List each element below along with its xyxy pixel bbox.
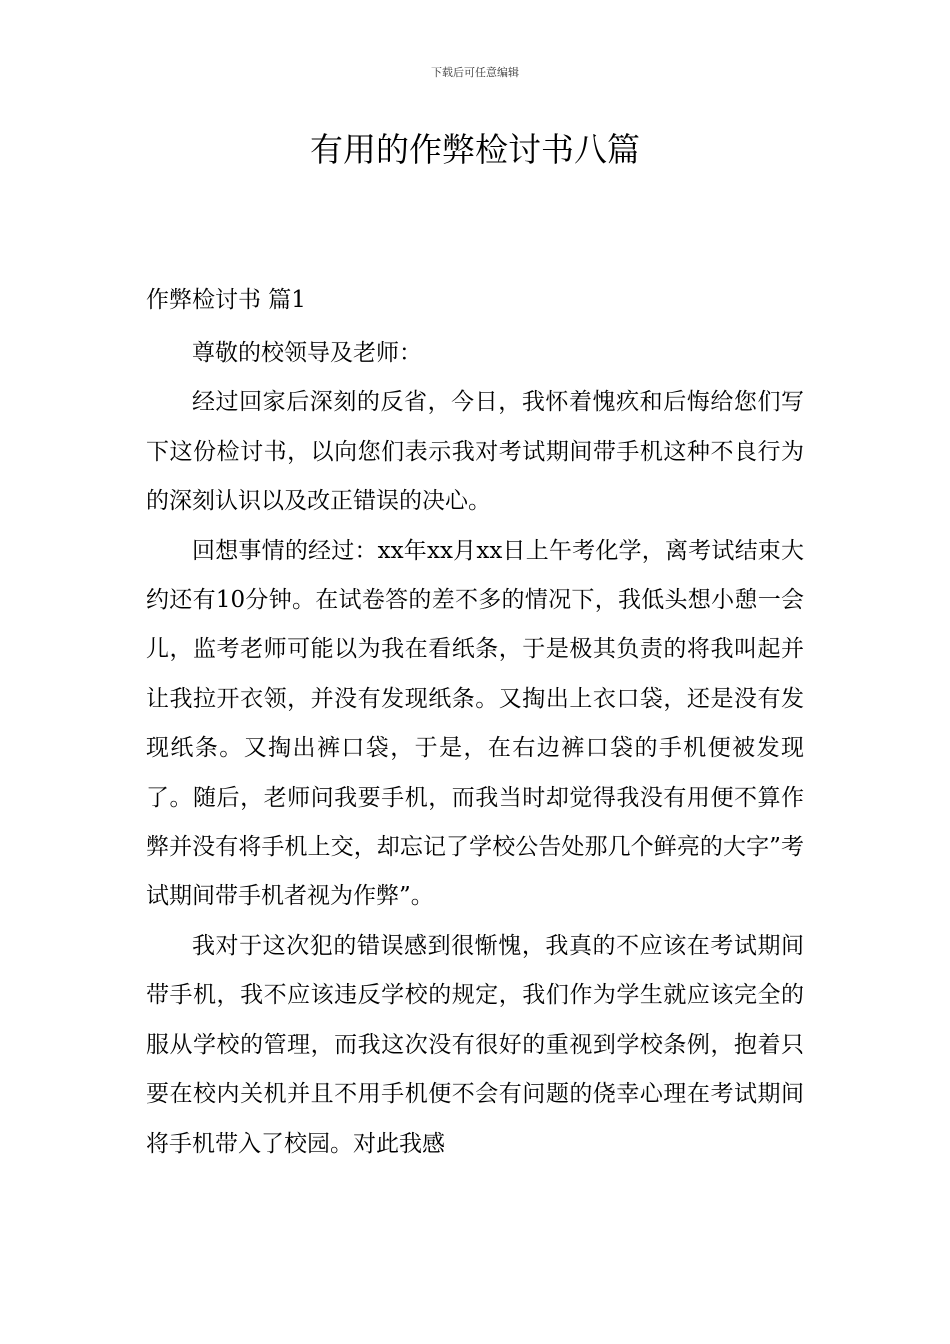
document-title: 有用的作弊检讨书八篇 [310,130,640,169]
body-paragraph: 回想事情的经过：xx年xx月xx日上午考化学，离考试结束大约还有10分钟。在试卷答的差不多的情况下，我低头想小憩一会儿，监考老师可能以为我在看纸条，于是极其负责的将我叫起并让我拉开衣领，并没有发现纸条。又掏出上衣口袋，还是没有发现纸条。又掏出裤口袋，于是，在右边裤口袋的手机便被发现了。随后，老师问我要手机，而我当时却觉得我没有用便不算作弊并没有将手机上交，却忘记了学校公告处那几个鲜亮的大字”考试期间带手机者视为作弊”。 [146,537,804,910]
salutation-paragraph: 尊敬的校领导及老师： [192,340,422,366]
body-paragraph: 经过回家后深刻的反省，今日，我怀着愧疚和后悔给您们写下这份检讨书，以向您们表示我对考试期间带手机这种不良行为的深刻认识以及改正错误的决心。 [146,389,804,515]
header-note: 下载后可任意编辑 [431,66,519,79]
document-body [146,329,804,1169]
section-heading: 作弊检讨书 篇1 [146,287,306,313]
body-paragraph: 我对于这次犯的错误感到很惭愧，我真的不应该在考试期间带手机，我不应该违反学校的规定，我们作为学生就应该完全的服从学校的管理，而我这次没有很好的重视到学校条例，抱着只要在校内关机并且不用手机便不会有问题的侥幸心理在考试期间将手机带入了校园。对此我感 [146,932,804,1157]
